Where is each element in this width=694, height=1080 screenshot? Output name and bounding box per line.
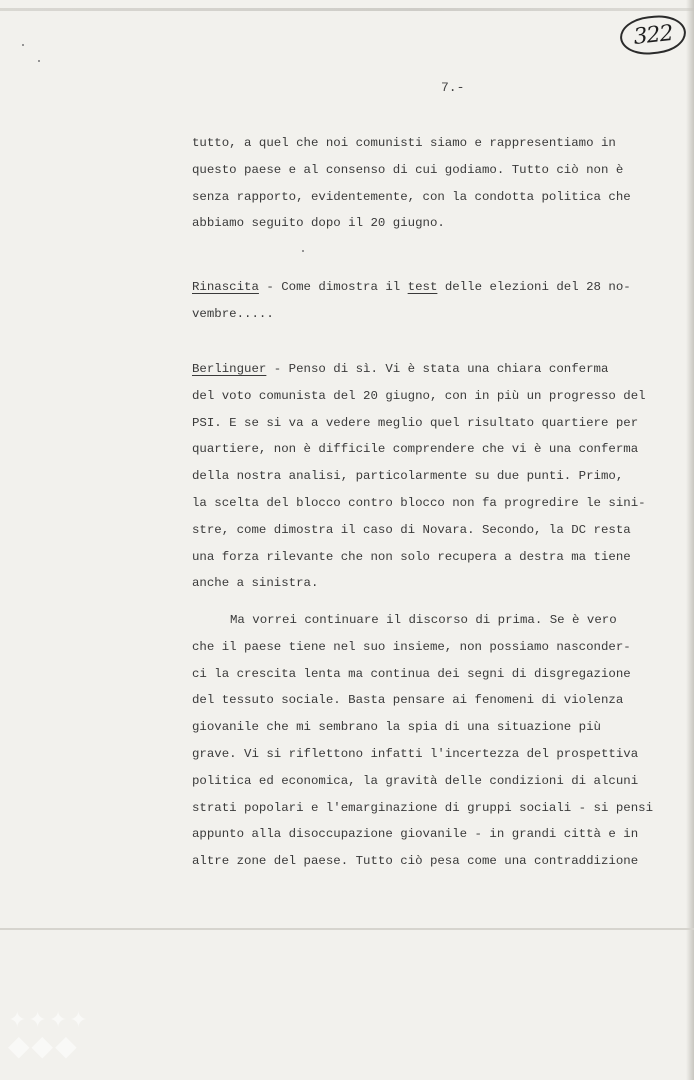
watermark-mark: ◆◆◆	[8, 1029, 79, 1062]
text-line: giovanile che mi sembrano la spia di una situazione più	[192, 720, 601, 735]
text-line: della nostra analisi, particolarmente su due punti. Primo,	[192, 469, 624, 484]
question-first-line	[192, 274, 682, 301]
page-top-edge	[0, 8, 694, 11]
text-line: politica ed economica, la gravità delle condizioni di alcuni	[192, 773, 639, 788]
interview-answer	[192, 356, 682, 597]
text-line: Ma vorrei continuare il discorso di prima. Se è vero	[230, 613, 617, 627]
speaker-rinascita: Rinascita	[192, 280, 259, 294]
paper-speck	[302, 250, 304, 252]
answer-text: - Penso di sì. Vi è stata una chiara conferma	[266, 362, 609, 376]
text-line: questo paese e al consenso di cui godiamo. Tutto ciò non è	[192, 162, 624, 177]
question-text: delle elezioni del 28 no-	[437, 280, 631, 294]
text-line: strati popolari e l'emarginazione di gruppi sociali - si pensi	[192, 800, 654, 815]
question-text: - Come dimostra il	[258, 280, 408, 294]
text-line: ci la crescita lenta ma continua dei segni di disgregazione	[192, 666, 631, 681]
paragraph-continued-discussion	[192, 607, 682, 875]
text-line: tutto, a quel che noi comunisti siamo e rappresentiamo in	[192, 136, 616, 150]
interview-question	[192, 274, 682, 328]
text-line: del voto comunista del 20 giugno, con in più un progresso del	[192, 388, 646, 403]
archive-watermark	[8, 995, 178, 1075]
text-line: stre, come dimostra il caso di Novara. Secondo, la DC resta	[192, 522, 631, 537]
paper-speck	[22, 44, 24, 46]
speaker-berlinguer: Berlinguer	[192, 362, 267, 376]
text-line: grave. Vi si riflettono infatti l'incertezza del prospettiva	[192, 746, 639, 761]
text-line: PSI. E se si va a vedere meglio quel risultato quartiere per	[192, 415, 639, 430]
paragraph-continuation	[192, 130, 682, 237]
text-line: quartiere, non è difficile comprendere che vi è una conferma	[192, 442, 639, 457]
text-line: del tessuto sociale. Basta pensare ai fenomeni di violenza	[192, 693, 624, 708]
text-line: senza rapporto, evidentemente, con la condotta politica che	[192, 189, 631, 204]
stamp-number: 322	[632, 20, 674, 50]
paper-fold-line	[0, 928, 694, 930]
text-line: appunto alla disoccupazione giovanile - in grandi città e in	[192, 827, 639, 842]
paper-speck	[38, 60, 40, 62]
text-line: altre zone del paese. Tutto ciò pesa come una contraddizione	[192, 854, 639, 869]
archive-page-stamp	[618, 13, 688, 58]
text-line: abbiamo seguito dopo il 20 giugno.	[192, 216, 445, 231]
text-line: la scelta del blocco contro blocco non fa progredire le sini-	[192, 495, 646, 510]
emphasis-test: test	[407, 280, 438, 294]
answer-first-line	[192, 356, 682, 383]
text-line: una forza rilevante che non solo recupera a destra ma tiene	[192, 549, 631, 564]
text-line: che il paese tiene nel suo insieme, non possiamo nasconder-	[192, 639, 631, 654]
watermark-mark: ✦✦✦✦	[8, 1008, 90, 1033]
text-line: vembre.....	[192, 306, 274, 321]
page-right-edge	[686, 0, 694, 1080]
page-number: 7.-	[441, 80, 465, 95]
text-line: anche a sinistra.	[192, 576, 319, 591]
